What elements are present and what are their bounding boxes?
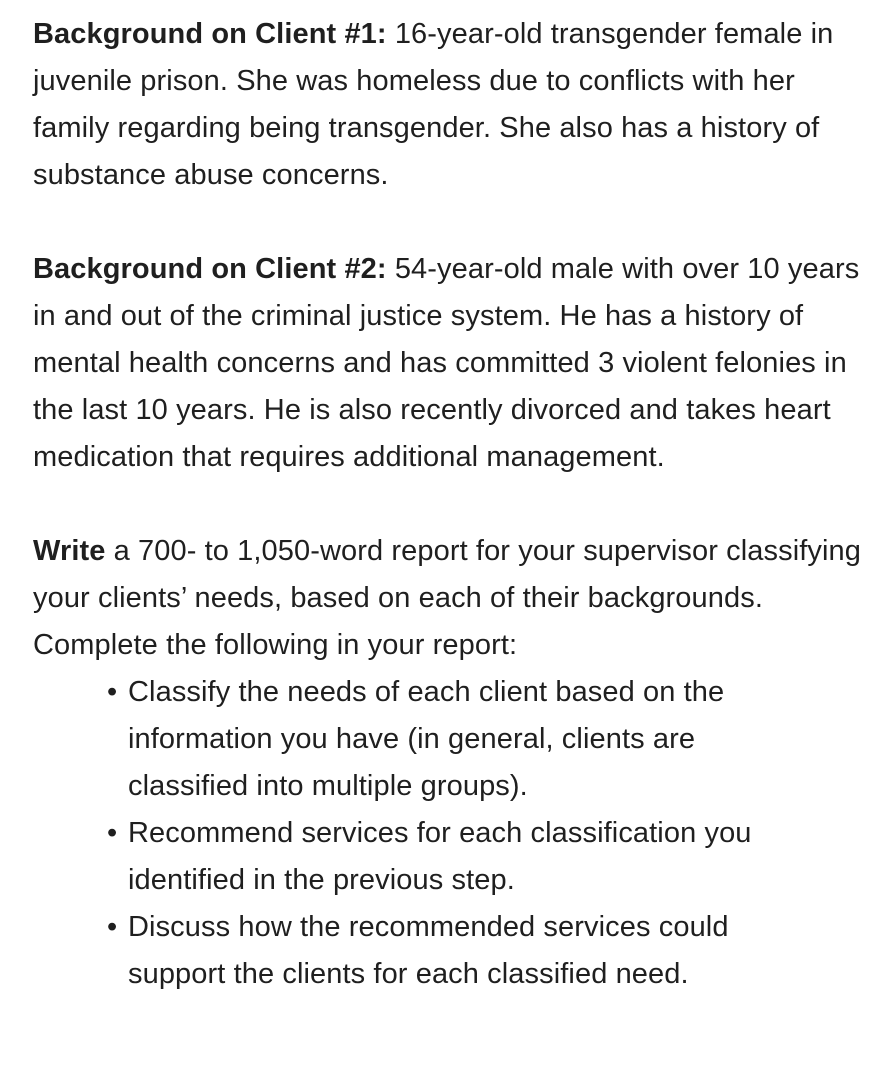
list-item-text: Discuss how the recommended services could support the clients for each classified need. (128, 911, 729, 990)
list-item (107, 904, 777, 998)
client-2-background (33, 246, 878, 481)
client-1-description: 16-year-old transgender female in juvenile prison. She was homeless due to conflicts with her family regarding being transgender. She also has a history of substance abuse concerns. (33, 18, 834, 191)
bullet-icon: • (107, 911, 118, 943)
client-1-background (33, 11, 878, 199)
paragraph-spacer (33, 199, 878, 246)
list-item (107, 810, 777, 904)
client-1-heading: Background on Client #1: (33, 18, 387, 50)
client-2-description: 54-year-old male with over 10 years in and out of the criminal justice system. He has a history of mental health concerns and has committed 3 violent felonies in the last 10 years. He is also recently divorced and takes heart medication that requires additional management. (33, 253, 860, 473)
list-item-text: Recommend services for each classification you identified in the previous step. (128, 817, 752, 896)
client-2-heading: Background on Client #2: (33, 253, 387, 285)
assignment-description: a 700- to 1,050-word report for your supervisor classifying your clients’ needs, based on each of their backgrounds. Complete the following in your report: (33, 535, 861, 661)
list-item (107, 669, 777, 810)
paragraph-spacer (33, 481, 878, 528)
requirements-list (33, 669, 777, 998)
list-item-text: Classify the needs of each client based on the information you have (in general, clients are classified into multiple groups). (128, 676, 725, 802)
assignment-document (33, 11, 878, 998)
assignment-heading: Write (33, 535, 106, 567)
assignment-instructions (33, 528, 878, 669)
bullet-icon: • (107, 817, 118, 849)
bullet-icon: • (107, 676, 118, 708)
